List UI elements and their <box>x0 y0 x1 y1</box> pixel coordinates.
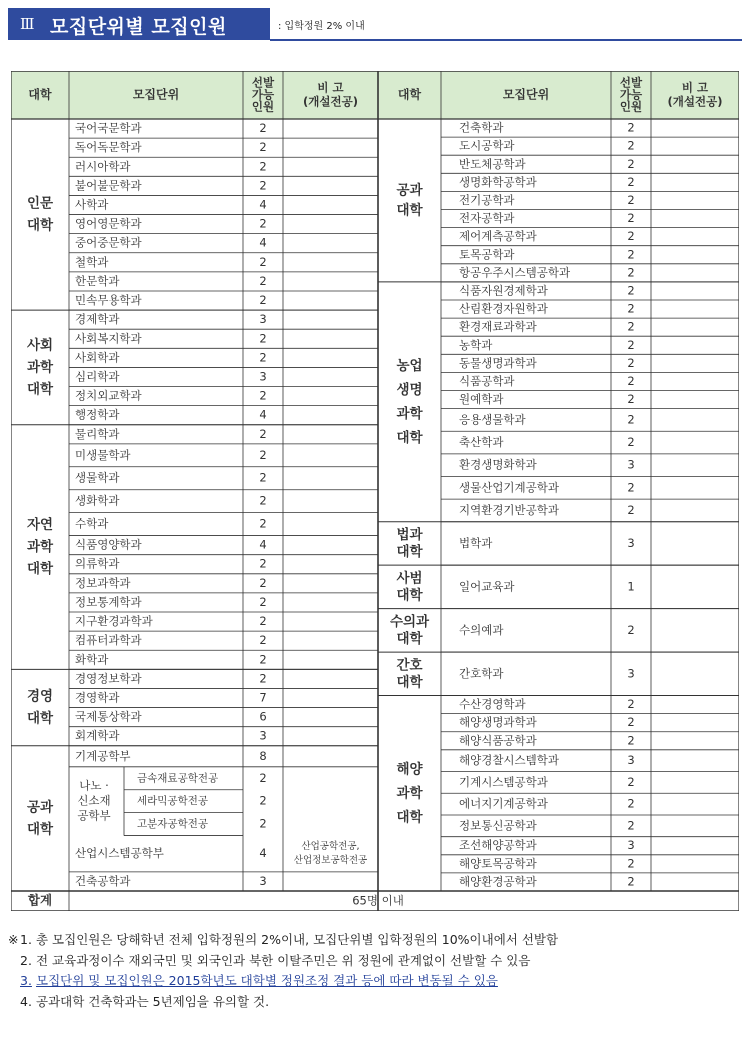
unit-cell: 토목공학과 <box>459 247 515 262</box>
college-label: 경영 <box>26 688 54 705</box>
unit-cell: 수의예과 <box>459 622 504 637</box>
unit-cell: 미생물학과 <box>75 447 131 462</box>
count-cell: 2 <box>259 426 267 441</box>
count-cell: 2 <box>259 140 267 155</box>
count-cell: 4 <box>259 235 267 250</box>
unit-cell: 도시공학과 <box>459 138 515 153</box>
unit-cell: 건축학과 <box>459 120 504 135</box>
unit-cell: 기계시스템공학과 <box>459 774 548 789</box>
unit-cell: 전자공학과 <box>459 211 515 226</box>
unit-cell: 생물학과 <box>75 470 120 485</box>
unit-cell: 에너지기계공학과 <box>459 796 548 811</box>
count-cell: 2 <box>627 818 635 833</box>
count-cell: 2 <box>259 493 267 508</box>
unit-group-label: 공학부 <box>77 808 111 823</box>
unit-cell: 간호학과 <box>459 666 504 681</box>
college-label: 대학 <box>396 543 423 560</box>
count-cell: 2 <box>259 816 267 831</box>
count-cell: 2 <box>627 174 635 189</box>
count-cell: 3 <box>627 457 635 472</box>
college-label: 대학 <box>26 381 54 398</box>
unit-cell: 환경생명화학과 <box>459 457 537 472</box>
unit-cell: 영어영문학과 <box>75 216 142 231</box>
section-subtitle: : 입학정원 2% 이내 <box>278 21 365 32</box>
column-header-unit: 모집단위 <box>132 87 180 102</box>
college-label: 공과 <box>26 799 54 816</box>
column-header-note: 비 고 <box>681 80 709 95</box>
unit-cell: 생물산업기계공학과 <box>459 480 559 495</box>
section-title: 모집단위별 모집인원 <box>50 16 227 38</box>
unit-cell: 해양토목공학과 <box>459 856 537 871</box>
unit-cell: 제어계측공학과 <box>459 229 537 244</box>
unit-cell: 민속무용학과 <box>75 293 142 308</box>
count-cell: 2 <box>627 283 635 298</box>
college-label: 대학 <box>396 630 423 647</box>
unit-cell: 회계학과 <box>75 728 120 743</box>
count-cell: 2 <box>259 633 267 648</box>
unit-cell: 수산경영학과 <box>459 697 526 712</box>
unit-cell: 정치외교학과 <box>75 388 142 403</box>
count-cell: 2 <box>259 293 267 308</box>
unit-cell: 식품영양학과 <box>75 537 142 552</box>
count-cell: 2 <box>259 159 267 174</box>
college-label: 대학 <box>26 710 54 727</box>
unit-cell: 농학과 <box>459 337 493 352</box>
section-title-box <box>8 8 270 40</box>
count-cell: 2 <box>627 796 635 811</box>
unit-cell: 생화학과 <box>75 493 120 508</box>
count-cell: 2 <box>627 211 635 226</box>
unit-cell: 지역환경기반공학과 <box>459 502 559 517</box>
count-cell: 2 <box>627 247 635 262</box>
note-cell: 산업정보공학전공 <box>293 855 368 867</box>
college-label: 법과 <box>396 526 423 543</box>
notes <box>8 930 742 1012</box>
count-cell: 3 <box>259 728 267 743</box>
count-cell: 2 <box>259 793 267 808</box>
unit-cell: 사학과 <box>75 197 109 212</box>
unit-cell: 정보통계학과 <box>75 594 142 609</box>
count-cell: 2 <box>259 594 267 609</box>
count-cell: 2 <box>259 350 267 365</box>
count-cell: 2 <box>259 614 267 629</box>
count-cell: 2 <box>627 697 635 712</box>
count-cell: 2 <box>259 770 267 785</box>
column-header-note: (개설전공) <box>303 94 358 109</box>
unit-group-label: 신소재 <box>77 793 111 808</box>
count-cell: 2 <box>259 470 267 485</box>
unit-cell: 러시아학과 <box>75 159 131 174</box>
count-cell: 2 <box>627 502 635 517</box>
count-cell: 2 <box>259 254 267 269</box>
note-number: 2. <box>20 952 32 968</box>
unit-cell: 중어중문학과 <box>75 235 142 250</box>
column-header-count: 인원 <box>619 99 643 114</box>
count-cell: 2 <box>627 319 635 334</box>
column-header-count: 가능 <box>251 87 275 102</box>
count-cell: 1 <box>627 579 635 594</box>
unit-cell: 식품자원경제학과 <box>459 283 548 298</box>
count-cell: 2 <box>627 874 635 889</box>
count-cell: 2 <box>627 392 635 407</box>
count-cell: 2 <box>627 229 635 244</box>
count-cell: 3 <box>259 873 267 888</box>
unit-cell: 행정학과 <box>75 407 120 422</box>
count-cell: 2 <box>259 216 267 231</box>
unit-cell: 항공우주시스템공학과 <box>459 265 571 280</box>
unit-cell: 생명화학공학과 <box>459 174 537 189</box>
unit-cell: 식품공학과 <box>459 373 515 388</box>
count-cell: 2 <box>259 556 267 571</box>
unit-cell: 수학과 <box>75 516 109 531</box>
note-text: 전 교육과정이수 재외국민 및 외국인과 북한 이탈주민은 위 정원에 관계없이 선발할 수 있음 <box>36 952 531 968</box>
unit-cell: 산업시스템공학부 <box>75 846 164 861</box>
column-header-note: (개설전공) <box>667 94 723 109</box>
college-label: 공과 <box>396 182 423 199</box>
college-label: 대학 <box>396 202 423 219</box>
count-cell: 2 <box>259 121 267 136</box>
unit-cell: 건축공학과 <box>75 873 131 888</box>
college-label: 대학 <box>26 821 54 838</box>
unit-cell: 한문학과 <box>75 273 120 288</box>
column-header-count: 인원 <box>251 99 275 114</box>
section-number: Ⅲ <box>20 15 35 33</box>
unit-cell: 물리학과 <box>75 426 120 441</box>
count-cell: 2 <box>627 265 635 280</box>
college-label: 생명 <box>396 381 423 398</box>
unit-cell: 조선해양공학과 <box>459 838 537 853</box>
note-text-highlight: 모집단위 및 모집인원은 2015학년도 대학별 정원조정 결과 등에 따라 변동될 수 있음 <box>36 973 498 988</box>
college-label: 대학 <box>396 674 423 691</box>
college-label: 농업 <box>396 357 423 374</box>
count-cell: 2 <box>627 774 635 789</box>
college-label: 과학 <box>26 359 54 376</box>
unit-cell: 고분자공학전공 <box>137 818 209 831</box>
count-cell: 2 <box>627 192 635 207</box>
count-cell: 2 <box>627 435 635 450</box>
unit-cell: 금속재료공학전공 <box>137 772 219 785</box>
count-cell: 2 <box>259 178 267 193</box>
count-cell: 2 <box>259 516 267 531</box>
count-cell: 2 <box>627 715 635 730</box>
count-cell: 3 <box>627 838 635 853</box>
unit-cell: 일어교육과 <box>459 579 515 594</box>
college-label: 사회 <box>26 337 54 354</box>
college-label: 과학 <box>26 539 54 556</box>
count-cell: 3 <box>259 369 267 384</box>
college-label: 대학 <box>396 429 423 446</box>
count-cell: 4 <box>259 846 267 861</box>
note-text: 공과대학 건축학과는 5년제임을 유의할 것. <box>36 993 270 1009</box>
count-cell: 3 <box>259 312 267 327</box>
count-cell: 2 <box>627 412 635 427</box>
unit-cell: 해양생명과학과 <box>459 715 537 730</box>
college-label: 인문 <box>26 195 54 212</box>
count-cell: 2 <box>627 337 635 352</box>
quota-table-grid <box>11 71 739 911</box>
college-label: 과학 <box>396 785 423 802</box>
unit-cell: 정보과학과 <box>75 575 131 590</box>
column-header-unit: 모집단위 <box>502 87 550 102</box>
unit-cell: 응용생물학과 <box>459 412 526 427</box>
unit-cell: 독어독문학과 <box>75 140 142 155</box>
count-cell: 7 <box>259 690 267 705</box>
college-label: 간호 <box>396 657 423 674</box>
unit-cell: 정보통신공학과 <box>459 818 537 833</box>
column-header-college: 대학 <box>397 87 422 102</box>
count-cell: 4 <box>259 537 267 552</box>
college-label: 사범 <box>396 570 423 587</box>
note-cell: 산업공학전공, <box>301 841 360 853</box>
unit-cell: 해양환경공학과 <box>459 874 537 889</box>
unit-cell: 경영정보학과 <box>75 671 142 686</box>
count-cell: 2 <box>627 856 635 871</box>
unit-cell: 불어불문학과 <box>75 178 142 193</box>
header-rule <box>270 39 742 41</box>
unit-cell: 의류학과 <box>75 556 120 571</box>
quota-table <box>11 71 739 911</box>
column-header-note: 비 고 <box>317 80 344 95</box>
count-cell: 2 <box>627 156 635 171</box>
count-cell: 2 <box>259 575 267 590</box>
college-label: 해양 <box>396 761 423 778</box>
college-label: 자연 <box>26 517 54 534</box>
unit-cell: 원예학과 <box>459 392 504 407</box>
count-cell: 2 <box>259 273 267 288</box>
college-label: 대학 <box>396 809 423 826</box>
count-cell: 3 <box>627 753 635 768</box>
note-item <box>8 992 742 1013</box>
count-cell: 4 <box>259 197 267 212</box>
count-cell: 2 <box>259 447 267 462</box>
count-cell: 2 <box>627 373 635 388</box>
college-label: 대학 <box>26 561 54 578</box>
unit-cell: 화학과 <box>75 652 109 667</box>
count-cell: 4 <box>259 407 267 422</box>
column-header-count: 선발 <box>251 75 275 90</box>
unit-cell: 철학과 <box>75 254 109 269</box>
unit-cell: 사회복지학과 <box>75 331 142 346</box>
unit-cell: 컴퓨터과학과 <box>75 633 142 648</box>
unit-cell: 기계공학부 <box>75 748 131 763</box>
count-cell: 2 <box>259 671 267 686</box>
unit-cell: 해양경찰시스템학과 <box>459 753 559 768</box>
count-cell: 2 <box>627 138 635 153</box>
unit-group-label: 나노 · <box>79 778 109 793</box>
note-item <box>8 951 742 972</box>
note-number: 4. <box>20 993 32 1009</box>
count-cell: 2 <box>627 120 635 135</box>
unit-cell: 전기공학과 <box>459 192 515 207</box>
count-cell: 2 <box>627 301 635 316</box>
unit-cell: 동물생명과학과 <box>459 355 537 370</box>
unit-cell: 산림환경자원학과 <box>459 301 548 316</box>
unit-cell: 축산학과 <box>459 435 504 450</box>
count-cell: 2 <box>627 355 635 370</box>
unit-cell: 심리학과 <box>75 369 120 384</box>
count-cell: 6 <box>259 709 267 724</box>
unit-cell: 반도체공학과 <box>459 156 526 171</box>
count-cell: 2 <box>627 480 635 495</box>
college-label: 대학 <box>26 217 54 234</box>
total-value: 65명 이내 <box>352 893 404 908</box>
column-header-college: 대학 <box>28 87 52 102</box>
unit-cell: 법학과 <box>459 535 493 550</box>
count-cell: 2 <box>259 388 267 403</box>
column-header-count: 가능 <box>619 87 643 102</box>
unit-cell: 사회학과 <box>75 350 120 365</box>
page-header <box>8 8 742 44</box>
unit-cell: 세라믹공학전공 <box>137 795 209 808</box>
count-cell: 3 <box>627 535 635 550</box>
count-cell: 2 <box>627 733 635 748</box>
count-cell: 2 <box>259 331 267 346</box>
count-cell: 2 <box>259 652 267 667</box>
note-marker: ※ <box>8 932 19 947</box>
count-cell: 2 <box>627 622 635 637</box>
unit-cell: 국제통상학과 <box>75 709 142 724</box>
college-label: 수의과 <box>389 613 430 630</box>
unit-cell: 경제학과 <box>75 312 120 327</box>
note-text: 총 모집인원은 당해학년 전체 입학정원의 2%이내, 모집단위별 입학정원의 10%이내에서 선발함 <box>36 932 559 947</box>
unit-cell: 경영학과 <box>75 690 120 705</box>
unit-cell: 지구환경과학과 <box>75 614 153 629</box>
column-header-count: 선발 <box>619 75 643 90</box>
unit-cell: 해양식품공학과 <box>459 733 537 748</box>
college-label: 과학 <box>396 405 423 422</box>
count-cell: 3 <box>627 666 635 681</box>
unit-cell: 환경재료과학과 <box>459 319 537 334</box>
note-item <box>8 971 742 992</box>
count-cell: 8 <box>259 748 267 763</box>
total-label: 합계 <box>27 892 53 908</box>
unit-cell: 국어국문학과 <box>75 121 142 136</box>
college-label: 대학 <box>396 587 423 604</box>
note-number: 1. <box>20 932 32 947</box>
note-item <box>8 930 742 951</box>
note-number: 3. <box>20 973 32 988</box>
